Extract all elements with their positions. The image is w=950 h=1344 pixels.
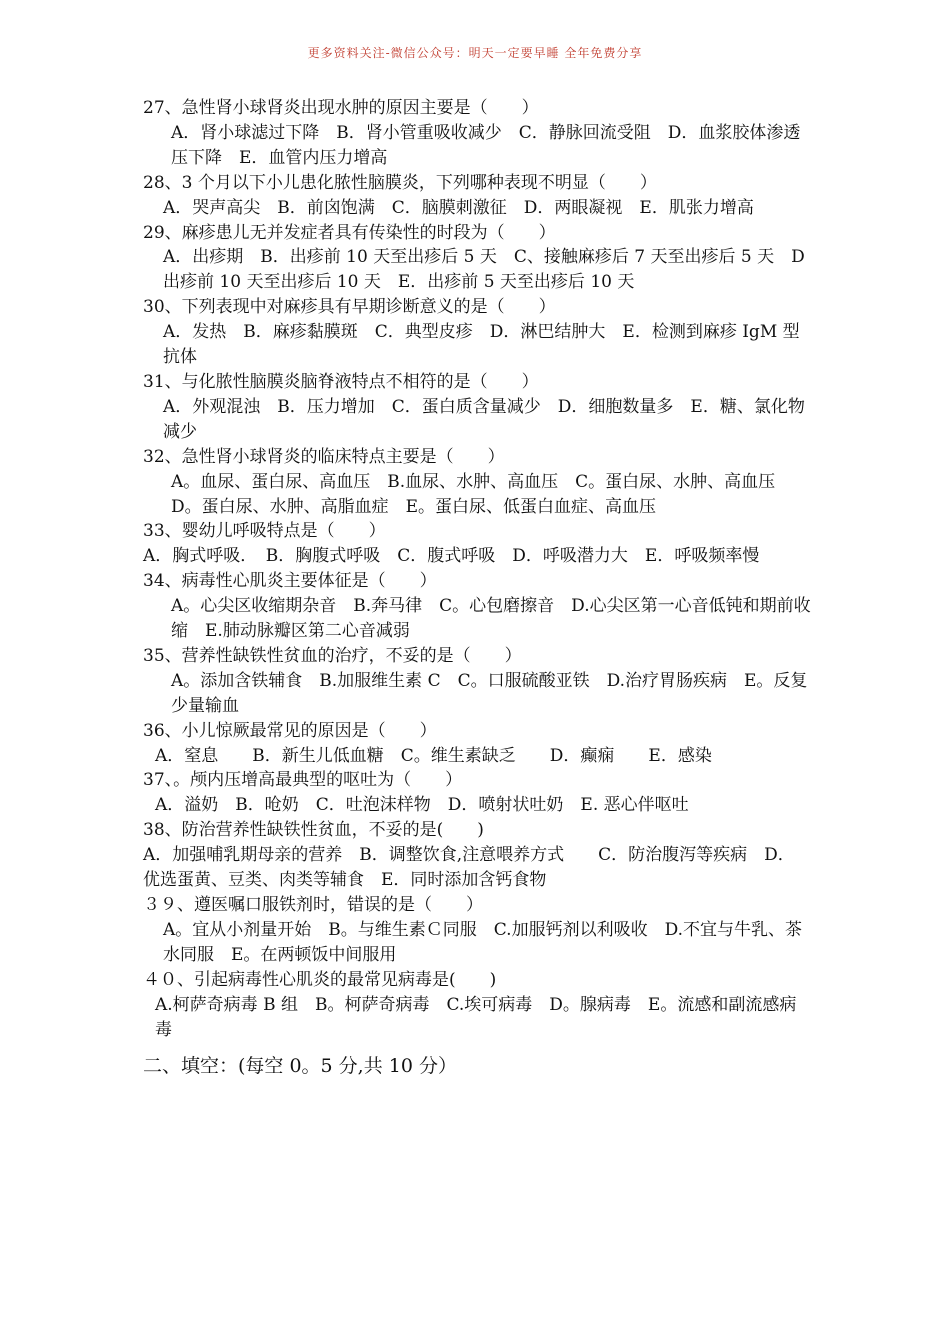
question-39 — [143, 893, 811, 968]
question-34 — [143, 569, 811, 644]
question-options: A．加强哺乳期母亲的营养 B．调整饮食,注意喂养方式 C．防治腹泻等疾病 D．优选蛋黄、豆类、肉类等辅食 E．同时添加含钙食物 — [143, 845, 795, 891]
question-27 — [143, 96, 811, 171]
section-title: 二、填空：(每空 0。5 分,共 10 分） — [143, 1055, 457, 1078]
question-options: A。心尖区收缩期杂音 B.奔马律 C。心包磨擦音 D.心尖区第一心音低钝和期前收缩 E.肺动脉瓣区第二心音减弱 — [171, 596, 811, 642]
question-options: A．溢奶 B．呛奶 C．吐泡沫样物 D．喷射状吐奶 E. 恶心伴呕吐 — [155, 795, 689, 816]
question-stem: 37、。颅内压增高最典型的呕吐为（ ） — [143, 770, 463, 791]
question-33 — [143, 519, 811, 569]
question-stem: 32、急性肾小球肾炎的临床特点主要是（ ） — [143, 446, 505, 467]
question-stem: 34、病毒性心肌炎主要体征是（ ） — [143, 571, 437, 592]
question-30 — [143, 295, 811, 370]
question-stem: 38、防治营养性缺铁性贫血，不妥的是( ) — [143, 820, 484, 841]
question-options-continued: D。蛋白尿、水肿、高脂血症 E。蛋白尿、低蛋白血症、高血压 — [171, 496, 657, 517]
question-stem: ３９、遵医嘱口服铁剂时，错误的是（ ） — [143, 895, 483, 915]
question-stem: 29、麻疹患儿无并发症者具有传染性的时段为（ ） — [143, 222, 556, 243]
question-stem: 35、营养性缺铁性贫血的治疗，不妥的是（ ） — [143, 645, 522, 666]
question-options: A．出疹期 B．出疹前 10 天至出疹后 5 天 C、接触麻疹后 7 天至出疹后 5 天 D 出疹前 10 天至出疹后 10 天 E．出疹前 5 天至出疹后 10 天 — [163, 247, 805, 293]
header-banner: 更多资料关注-微信公众号：明天一定要早睡 全年免费分享 — [307, 46, 643, 60]
question-38 — [143, 818, 811, 893]
question-stem: 28、3 个月以下小儿患化脓性脑膜炎，下列哪种表现不明显（ ） — [143, 172, 657, 193]
question-options: A．发热 B．麻疹黏膜斑 C．典型皮疹 D．淋巴结肿大 E．检测到麻疹 IgM 型抗体 — [163, 322, 800, 368]
question-list — [143, 96, 811, 1079]
question-options: A。宜从小剂量开始 B。与维生素Ｃ同服 C.加服钙剂以利吸收 D.不宜与牛乳、茶水同服 E。在两顿饭中间服用 — [163, 919, 803, 965]
question-32 — [143, 445, 811, 520]
question-options: A.柯萨奇病毒 B 组 B。柯萨奇病毒 C.埃可病毒 D。腺病毒 E。流感和副流感病毒 — [155, 994, 797, 1040]
question-stem: 27、急性肾小球肾炎出现水肿的原因主要是（ ） — [143, 98, 539, 118]
question-stem: 30、下列表现中对麻疹具有早期诊断意义的是（ ） — [143, 297, 556, 318]
question-options: A．哭声高尖 B．前囟饱满 C．脑膜刺激征 D．两眼凝视 E．肌张力增高 — [163, 197, 754, 218]
question-stem: ４０、引起病毒性心肌炎的最常见病毒是( ) — [143, 969, 497, 990]
question-options: A．胸式呼吸． B．胸腹式呼吸 C．腹式呼吸 D．呼吸潜力大 E．呼吸频率慢 — [143, 546, 760, 567]
question-stem: 31、与化脓性脑膜炎脑脊液特点不相符的是（ ） — [143, 371, 539, 392]
question-options: A．肾小球滤过下降 B．肾小管重吸收减少 C．静脉回流受阻 D．血浆胶体渗透压下降 E．血管内压力增高 — [171, 122, 801, 168]
question-options: A．外观混浊 B．压力增加 C．蛋白质含量减少 D．细胞数量多 E．糖、氯化物减少 — [163, 396, 805, 442]
question-28 — [143, 171, 811, 221]
question-options: A。添加含铁辅食 B.加服维生素 C C。口服硫酸亚铁 D.治疗胃肠疾病 E。反复少量输血 — [171, 670, 808, 716]
question-stem: 33、婴幼儿呼吸特点是（ ） — [143, 521, 386, 542]
question-40 — [143, 968, 811, 1043]
question-stem: 36、小儿惊厥最常见的原因是（ ） — [143, 720, 437, 741]
question-35 — [143, 644, 811, 719]
question-31 — [143, 370, 811, 445]
question-options: A。血尿、蛋白尿、高血压 B.血尿、水肿、高血压 C。蛋白尿、水肿、高血压 — [171, 471, 776, 492]
question-29 — [143, 221, 811, 296]
question-37 — [143, 768, 811, 818]
question-options: A．窒息 B．新生儿低血糖 C。维生素缺乏 D．癫痫 E．感染 — [155, 745, 712, 766]
question-36 — [143, 719, 811, 769]
